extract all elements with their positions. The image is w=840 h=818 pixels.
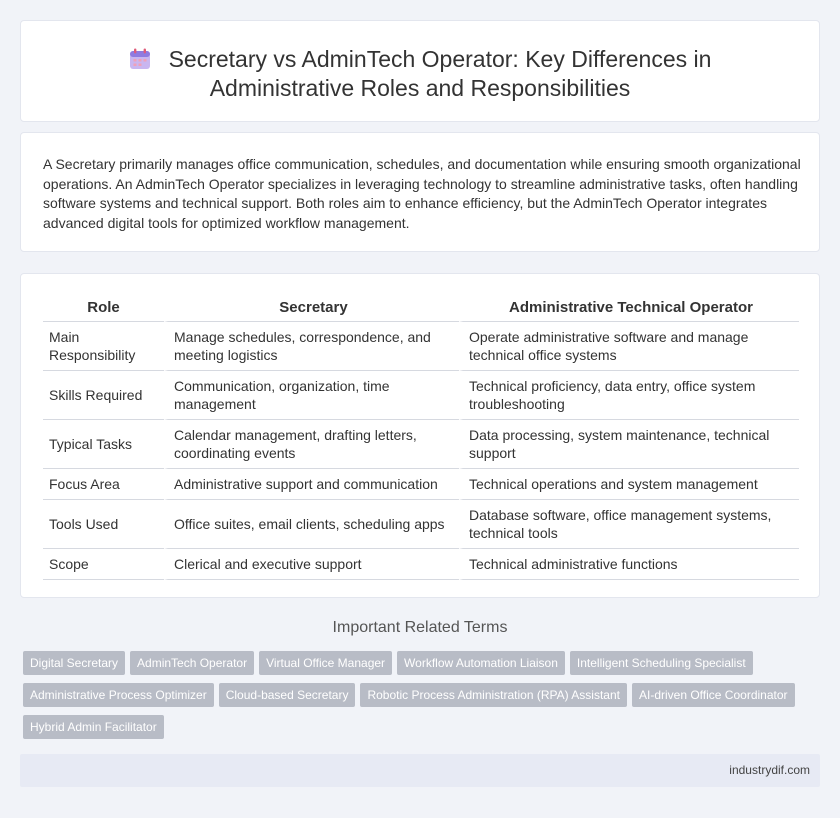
row-secretary-cell: Manage schedules, correspondence, and meeting logistics	[164, 322, 459, 371]
page-title	[21, 45, 819, 103]
related-term-tag[interactable]: AdminTech Operator	[130, 651, 254, 675]
row-secretary-cell: Office suites, email clients, scheduling apps	[164, 500, 459, 549]
header-role: Role	[43, 296, 164, 322]
row-role-cell: Typical Tasks	[43, 420, 164, 469]
related-term-tag[interactable]: Administrative Process Optimizer	[23, 683, 214, 707]
header-admintech: Administrative Technical Operator	[459, 296, 799, 322]
related-term-tag[interactable]: Robotic Process Administration (RPA) Assistant	[360, 683, 627, 707]
row-admintech-cell: Operate administrative software and manage technical office systems	[459, 322, 799, 371]
row-admintech-cell: Data processing, system maintenance, technical support	[459, 420, 799, 469]
row-admintech-cell: Database software, office management systems, technical tools	[459, 500, 799, 549]
row-admintech-cell: Technical administrative functions	[459, 549, 799, 580]
table-row	[43, 322, 799, 371]
table-row	[43, 469, 799, 500]
row-secretary-cell: Administrative support and communication	[164, 469, 459, 500]
title-line-2: Administrative Roles and Responsibilities	[209, 75, 631, 101]
comparison-card	[20, 273, 820, 598]
row-role-cell: Skills Required	[43, 371, 164, 420]
row-role-cell: Main Responsibility	[43, 322, 164, 371]
table-row	[43, 420, 799, 469]
row-secretary-cell: Calendar management, drafting letters, coordinating events	[164, 420, 459, 469]
header-secretary: Secretary	[164, 296, 459, 322]
row-secretary-cell: Communication, organization, time management	[164, 371, 459, 420]
row-admintech-cell: Technical proficiency, data entry, office system troubleshooting	[459, 371, 799, 420]
table-header-row	[43, 296, 799, 322]
title-card	[20, 20, 820, 122]
row-role-cell: Scope	[43, 549, 164, 580]
related-term-tag[interactable]: Cloud-based Secretary	[219, 683, 356, 707]
table-row	[43, 500, 799, 549]
intro-paragraph: A Secretary primarily manages office communication, schedules, and documentation while ensuring smooth organizational operations. An AdminTech Operator specializes in leveraging technology to streamline administrative tasks, often handling software systems and technical support. Both roles aim to enhance efficiency, but the AdminTech Operator integrates advanced digital tools for optimized workflow management.	[43, 156, 801, 231]
row-role-cell: Tools Used	[43, 500, 164, 549]
related-term-tag[interactable]: AI-driven Office Coordinator	[632, 683, 795, 707]
related-terms-list	[23, 651, 823, 747]
related-term-tag[interactable]: Digital Secretary	[23, 651, 125, 675]
footer-site-link[interactable]: industrydif.com	[729, 763, 810, 777]
table-row	[43, 549, 799, 580]
related-term-tag[interactable]: Workflow Automation Liaison	[397, 651, 565, 675]
row-secretary-cell: Clerical and executive support	[164, 549, 459, 580]
calendar-icon	[129, 48, 151, 70]
comparison-table	[43, 296, 799, 580]
row-role-cell: Focus Area	[43, 469, 164, 500]
table-row	[43, 371, 799, 420]
title-line-1: Secretary vs AdminTech Operator: Key Differences in	[168, 46, 712, 72]
related-term-tag[interactable]: Virtual Office Manager	[259, 651, 392, 675]
footer-bar	[20, 754, 820, 787]
related-term-tag[interactable]: Hybrid Admin Facilitator	[23, 715, 164, 739]
row-admintech-cell: Technical operations and system management	[459, 469, 799, 500]
intro-card	[20, 132, 820, 252]
related-terms-heading: Important Related Terms	[332, 619, 508, 636]
related-term-tag[interactable]: Intelligent Scheduling Specialist	[570, 651, 753, 675]
